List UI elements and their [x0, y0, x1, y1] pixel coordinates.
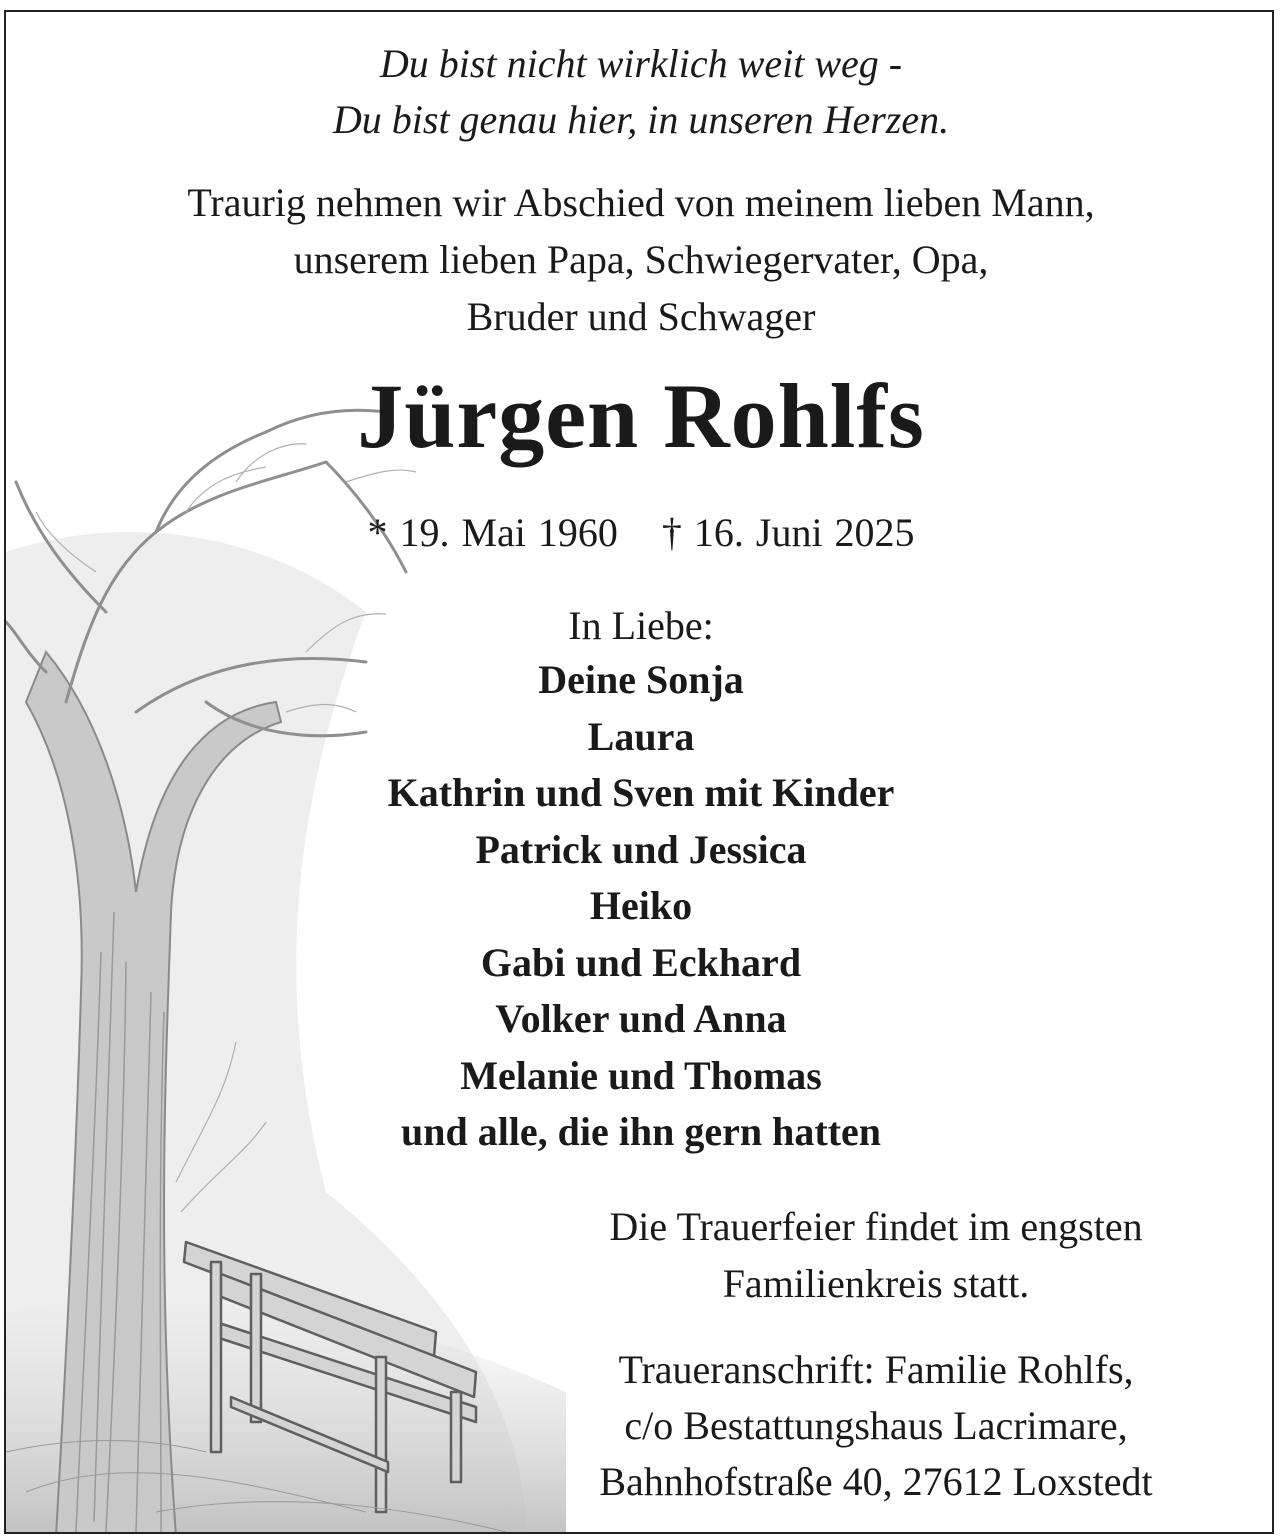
mourners-list — [6, 600, 1274, 1161]
address-line-3: Bahnhofstraße 40, 27612 Loxstedt — [599, 1459, 1153, 1504]
obituary-frame — [4, 10, 1274, 1534]
deceased-name: Jürgen Rohlfs — [357, 365, 925, 467]
mourner-name: Gabi und Eckhard — [480, 939, 802, 985]
mourner-name: Patrick und Jessica — [475, 826, 807, 872]
mourner-name: und alle, die ihn gern hatten — [400, 1109, 882, 1154]
farewell-intro — [6, 174, 1274, 345]
mourner-name: Deine Sonja — [538, 657, 744, 702]
memorial-quote — [6, 36, 1274, 148]
mourner-name: Melanie und Thomas — [460, 1052, 822, 1098]
mourning-address — [526, 1342, 1226, 1510]
mourner-name: Heiko — [589, 883, 693, 928]
ceremony-line-2: Familienkreis statt. — [722, 1261, 1030, 1306]
address-line-1: Traueranschrift: Familie Rohlfs, — [618, 1347, 1134, 1392]
ceremony-line-1: Die Trauerfeier findet im engsten — [609, 1204, 1143, 1249]
birth-date: * 19. Mai 1960 — [367, 510, 618, 555]
quote-line-2: Du bist genau hier, in unseren Herzen. — [332, 97, 950, 142]
death-date: † 16. Juni 2025 — [661, 510, 915, 555]
mourners-heading: In Liebe: — [568, 603, 714, 648]
mourner-name: Volker und Anna — [495, 996, 787, 1041]
mourner-name: Laura — [587, 713, 695, 759]
address-line-2: c/o Bestattungshaus Lacrimare, — [624, 1403, 1128, 1448]
quote-line-1: Du bist nicht wirklich weit weg - — [379, 41, 903, 86]
mourner-name: Kathrin und Sven mit Kinder — [387, 770, 895, 815]
intro-line-3: Bruder und Schwager — [466, 294, 816, 339]
ceremony-note — [526, 1198, 1226, 1312]
intro-line-2: unserem lieben Papa, Schwiegervater, Opa, — [293, 237, 989, 282]
intro-line-1: Traurig nehmen wir Abschied von meinem lieben Mann, — [187, 180, 1095, 225]
life-dates — [6, 508, 1274, 558]
